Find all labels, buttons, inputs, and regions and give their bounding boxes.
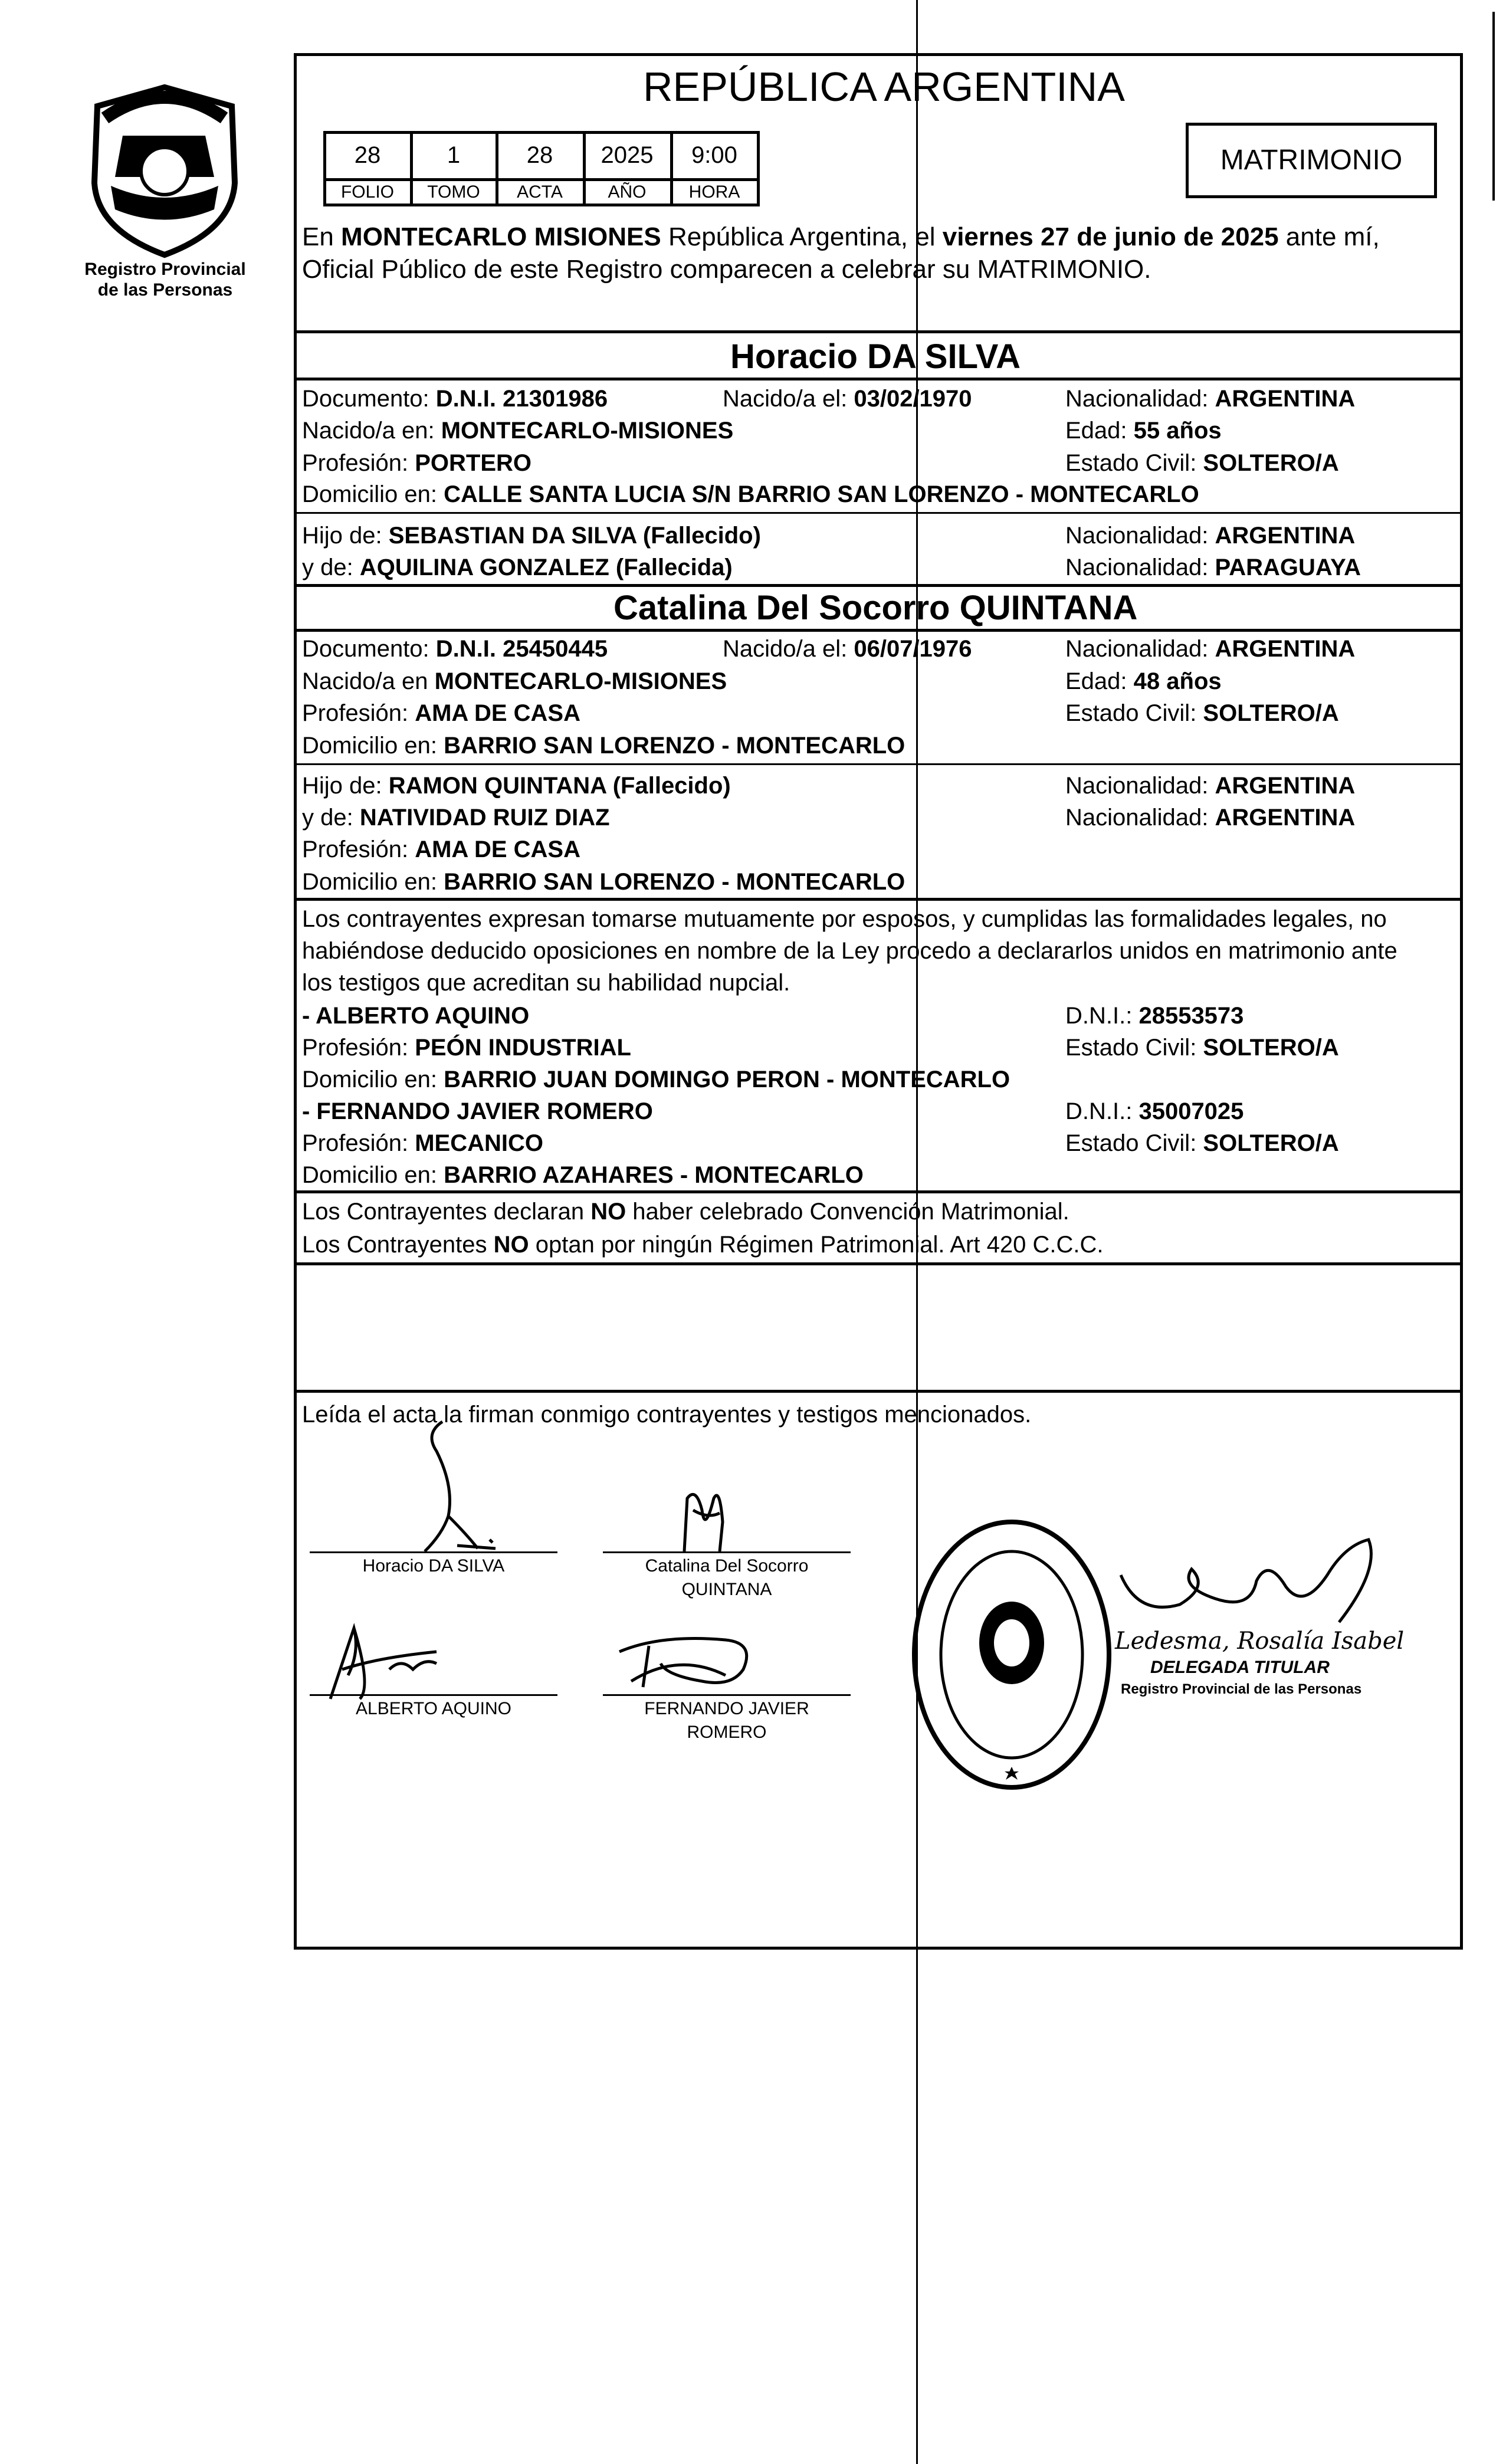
person1-doc: Documento: D.N.I. 21301986: [302, 386, 608, 412]
signature-fernando: [608, 1616, 761, 1699]
document-title: REPÚBLICA ARGENTINA: [643, 64, 1125, 110]
signature-label-fernando-1: FERNANDO JAVIER: [644, 1699, 809, 1718]
declaration-line-1: Los contrayentes expresan tomarse mutuamente por esposos, y cumplidas las formalidades legales, no: [302, 906, 1387, 932]
person2-father: Hijo de: RAMON QUINTANA (Fallecido): [302, 773, 731, 799]
acta-label: ACTA: [517, 182, 563, 202]
person2-civil: Estado Civil: SOLTERO/A: [1065, 700, 1339, 726]
declaration-line-3: los testigos que acreditan su habilidad nupcial.: [302, 970, 790, 996]
person1-address: Domicilio en: CALLE SANTA LUCIA S/N BARRIO SAN LORENZO - MONTECARLO: [302, 481, 1199, 507]
person2-address-2: Domicilio en: BARRIO SAN LORENZO - MONTECARLO: [302, 869, 905, 895]
edge-mark: [1492, 12, 1495, 201]
ano-label: AÑO: [608, 182, 647, 202]
signature-label-horacio: Horacio DA SILVA: [362, 1556, 505, 1576]
signature-label-catalina-1: Catalina Del Socorro: [645, 1556, 809, 1576]
person2-mother-nat: Nacionalidad: ARGENTINA: [1065, 805, 1356, 831]
signature-officer: [1115, 1534, 1392, 1640]
witness2-profession: Profesión: MECANICO: [302, 1130, 543, 1156]
witness1-dni: D.N.I.: 28553573: [1065, 1003, 1244, 1029]
person1-name: Horacio DA SILVA: [730, 337, 1021, 376]
person1-civil: Estado Civil: SOLTERO/A: [1065, 450, 1339, 476]
person2-mother: y de: NATIVIDAD RUIZ DIAZ: [302, 805, 610, 831]
hora-value: 9:00: [691, 142, 737, 168]
officer-name: Ledesma, Rosalía Isabel: [1115, 1628, 1405, 1655]
official-seal: [908, 1513, 1115, 1796]
tomo-label: TOMO: [427, 182, 480, 202]
signature-label-alberto: ALBERTO AQUINO: [356, 1699, 511, 1718]
person1-nat: Nacionalidad: ARGENTINA: [1065, 386, 1356, 412]
person2-father-nat: Nacionalidad: ARGENTINA: [1065, 773, 1356, 799]
person1-born: Nacido/a el: 03/02/1970: [723, 386, 972, 412]
witness1-address: Domicilio en: BARRIO JUAN DOMINGO PERON - MONTECARLO: [302, 1067, 1010, 1092]
person1-birthplace: Nacido/a en: MONTECARLO-MISIONES: [302, 418, 734, 444]
signature-label-fernando-2: ROMERO: [687, 1722, 767, 1742]
regime-line-1: Los Contrayentes declaran NO haber celebrado Convención Matrimonial.: [302, 1199, 1069, 1225]
declaration-line-2: habiéndose deducido oposiciones en nombre de la Ley procedo a declararlos unidos en matrimonio ante: [302, 938, 1397, 964]
witness1-civil: Estado Civil: SOLTERO/A: [1065, 1035, 1339, 1061]
person1-mother-nat: Nacionalidad: PARAGUAYA: [1065, 555, 1361, 580]
person2-profession-2: Profesión: AMA DE CASA: [302, 836, 580, 862]
tomo-value: 1: [447, 142, 461, 168]
record-type: MATRIMONIO: [1220, 145, 1403, 176]
signature-horacio: [401, 1416, 519, 1557]
witness2-dni: D.N.I.: 35007025: [1065, 1098, 1244, 1124]
person2-doc: Documento: D.N.I. 25450445: [302, 636, 608, 662]
witness1-profession: Profesión: PEÓN INDUSTRIAL: [302, 1035, 631, 1061]
witness2-civil: Estado Civil: SOLTERO/A: [1065, 1130, 1339, 1156]
signature-alberto: [319, 1616, 448, 1705]
person2-address: Domicilio en: BARRIO SAN LORENZO - MONTECARLO: [302, 733, 905, 759]
person1-mother: y de: AQUILINA GONZALEZ (Fallecida): [302, 555, 733, 580]
person2-nat: Nacionalidad: ARGENTINA: [1065, 636, 1356, 662]
registry-logo: [87, 83, 242, 260]
witness2-address: Domicilio en: BARRIO AZAHARES - MONTECARLO: [302, 1162, 864, 1188]
folio-value: 28: [354, 142, 381, 168]
intro-line-2: Oficial Público de este Registro comparecen a celebrar su MATRIMONIO.: [302, 255, 1151, 284]
ano-value: 2025: [601, 142, 654, 168]
person1-father: Hijo de: SEBASTIAN DA SILVA (Fallecido): [302, 523, 761, 549]
person2-born: Nacido/a el: 06/07/1976: [723, 636, 972, 662]
person2-profession: Profesión: AMA DE CASA: [302, 700, 580, 726]
officer-org: Registro Provincial de las Personas: [1121, 1681, 1362, 1697]
signature-label-catalina-2: QUINTANA: [681, 1580, 772, 1599]
intro-line-1: En MONTECARLO MISIONES República Argentina, el viernes 27 de junio de 2025 ante mí,: [302, 222, 1380, 251]
folio-label: FOLIO: [340, 182, 394, 202]
person2-age: Edad: 48 años: [1065, 668, 1222, 694]
person1-father-nat: Nacionalidad: ARGENTINA: [1065, 523, 1356, 549]
regime-line-2: Los Contrayentes NO optan por ningún Régimen Patrimonial. Art 420 C.C.C.: [302, 1232, 1104, 1258]
person2-birthplace: Nacido/a en MONTECARLO-MISIONES: [302, 668, 727, 694]
signature-catalina: [661, 1487, 743, 1557]
hora-label: HORA: [688, 182, 740, 202]
person1-age: Edad: 55 años: [1065, 418, 1222, 444]
acta-value: 28: [526, 142, 553, 168]
witness1-name: - ALBERTO AQUINO: [302, 1003, 530, 1029]
person1-profession: Profesión: PORTERO: [302, 450, 532, 476]
witness2-name: - FERNANDO JAVIER ROMERO: [302, 1098, 653, 1124]
closing-text: Leída el acta la firman conmigo contrayentes y testigos mencionados.: [302, 1402, 1032, 1428]
person2-name: Catalina Del Socorro QUINTANA: [613, 589, 1138, 627]
registry-caption: Registro Provincial de las Personas: [84, 260, 246, 300]
officer-title: DELEGADA TITULAR: [1150, 1658, 1330, 1677]
